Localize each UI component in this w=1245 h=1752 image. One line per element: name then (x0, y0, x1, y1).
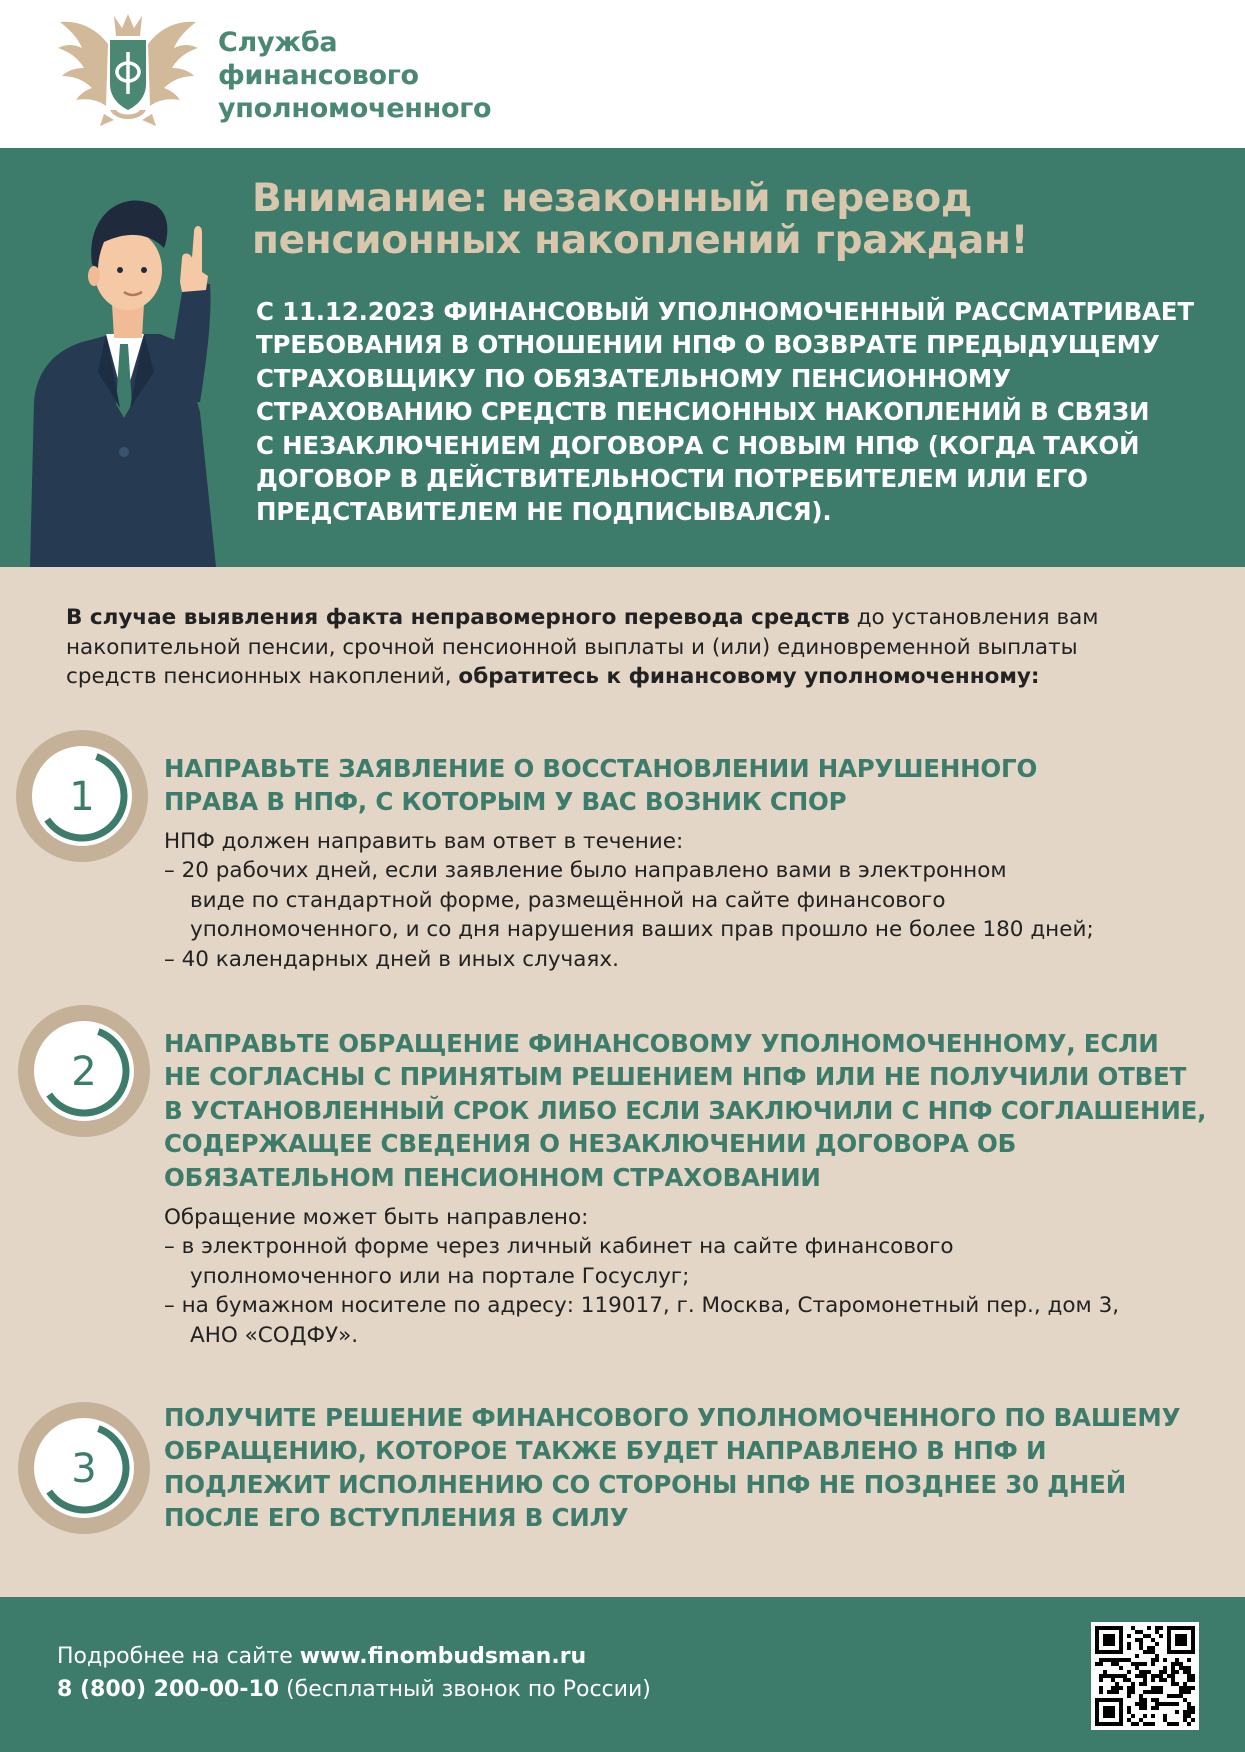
step-body-line: АНО «СОДФУ». (190, 1322, 359, 1348)
intro-line (66, 603, 1206, 633)
qr-code-icon[interactable] (1091, 1622, 1199, 1730)
step-body-line: – 20 рабочих дней, если заявление было направлено вами в электронном (164, 858, 1007, 884)
step-2-description (164, 1203, 1119, 1350)
step-title-line: НАПРАВЬТЕ ОБРАЩЕНИЕ ФИНАНСОВОМУ УПОЛНОМОЧЕННОМУ, ЕСЛИ (164, 1029, 1159, 1058)
step-body-line: уполномоченного, и со дня нарушения ваших прав прошло не более 180 дней; (190, 917, 1094, 943)
step-title-line: ОБРАЩЕНИЮ, КОТОРОЕ ТАКЖЕ БУДЕТ НАПРАВЛЕНО В НПФ И (164, 1436, 1047, 1466)
hero-text-line: ДОГОВОР В ДЕЙСТВИТЕЛЬНОСТИ ПОТРЕБИТЕЛЕМ ИЛИ ЕГО (256, 464, 1088, 494)
hero-text-line: СТРАХОВАНИЮ СРЕДСТВ ПЕНСИОННЫХ НАКОПЛЕНИЙ В СВЯЗИ (256, 397, 1150, 427)
intro-bold-text: обратитесь к финансовому уполномоченному: (458, 664, 1040, 690)
step-title-line: ОБЯЗАТЕЛЬНОМ ПЕНСИОННОМ СТРАХОВАНИИ (164, 1162, 821, 1192)
intro-paragraph (66, 603, 1206, 692)
logo-line: финансового (218, 60, 419, 91)
step-body-line: уполномоченного или на портале Госуслуг; (190, 1263, 690, 1289)
step-number: 1 (69, 774, 95, 820)
step-body-line: – в электронной форме через личный кабинет на сайте финансового (164, 1234, 954, 1260)
step-2-title (164, 1027, 1206, 1194)
step-1-number-badge (14, 728, 150, 864)
footer (0, 1597, 1245, 1752)
intro-line: накопительной пенсии, срочной пенсионной выплаты и (или) единовременной выплаты (66, 634, 1078, 660)
step-1-description (164, 827, 1094, 974)
step-title-line: ПОСЛЕ ЕГО ВСТУПЛЕНИЯ В СИЛУ (164, 1503, 629, 1533)
step-title-line: НАПРАВЬТЕ ЗАЯВЛЕНИЕ О ВОССТАНОВЛЕНИИ НАРУШЕННОГО (164, 754, 1038, 783)
hero-text-line: С 11.12.2023 ФИНАНСОВЫЙ УПОЛНОМОЧЕННЫЙ РАССМАТРИВАЕТ (256, 297, 1194, 326)
logo-line: Служба (218, 27, 338, 58)
hero-text-line: С НЕЗАКЛЮЧЕНИЕМ ДОГОВОРА С НОВЫМ НПФ (КОГДА ТАКОЙ (256, 430, 1140, 460)
hero-text-line: СТРАХОВЩИКУ ПО ОБЯЗАТЕЛЬНОМУ ПЕНСИОННОМУ (256, 363, 1011, 393)
hero-text-line: ТРЕБОВАНИЯ В ОТНОШЕНИИ НПФ О ВОЗВРАТЕ ПРЕДЫДУЩЕМУ (256, 330, 1160, 360)
step-title-line: ПРАВА В НПФ, С КОТОРЫМ У ВАС ВОЗНИК СПОР (164, 787, 847, 817)
hero-text-line: ПРЕДСТАВИТЕЛЕМ НЕ ПОДПИСЫВАЛСЯ). (256, 497, 832, 527)
step-title-line: ПОДЛЕЖИТ ИСПОЛНЕНИЮ СО СТОРОНЫ НПФ НЕ ПОЗДНЕЕ 30 ДНЕЙ (164, 1469, 1126, 1499)
organization-logo-text (218, 26, 491, 125)
hero-title (252, 178, 1212, 262)
website-line (57, 1642, 586, 1672)
step-body-line: – 40 календарных дней в иных случаях. (164, 946, 619, 972)
hero-banner (0, 148, 1245, 567)
phone-line (57, 1675, 651, 1705)
step-number: 3 (71, 1446, 97, 1492)
step-body-line: НПФ должен направить вам ответ в течение: (164, 829, 684, 854)
logo-line: уполномоченного (218, 93, 492, 124)
intro-text: средств пенсионных накоплений, (66, 664, 459, 690)
businessman-illustration (20, 172, 230, 567)
step-number: 2 (71, 1049, 97, 1095)
step-body-line: – на бумажном носителе по адресу: 119017, г. Москва, Старомонетный пер., дом 3, (164, 1293, 1120, 1319)
hero-title-line: пенсионных накоплений граждан! (252, 218, 1029, 263)
step-1-title (164, 752, 1037, 819)
step-title-line: В УСТАНОВЛЕННЫЙ СРОК ЛИБО ЕСЛИ ЗАКЛЮЧИЛИ С НПФ СОГЛАШЕНИЕ, (164, 1095, 1207, 1125)
step-3-number-badge (16, 1400, 152, 1536)
website-prefix: Подробнее на сайте (57, 1644, 300, 1669)
intro-line (66, 662, 1206, 692)
header (0, 0, 1245, 148)
step-body-line: виде по стандартной форме, размещённой на сайте финансового (190, 887, 946, 913)
phone-note: (бесплатный звонок по России) (279, 1677, 651, 1702)
step-body-line: Обращение может быть направлено: (164, 1205, 589, 1230)
intro-bold-text: В случае выявления факта неправомерного перевода средств (66, 605, 850, 630)
step-2-number-badge (16, 1003, 152, 1139)
step-title-line: НЕ СОГЛАСНЫ С ПРИНЯТЫМ РЕШЕНИЕМ НПФ ИЛИ НЕ ПОЛУЧИЛИ ОТВЕТ (164, 1062, 1187, 1092)
step-title-line: СОДЕРЖАЩЕЕ СВЕДЕНИЯ О НЕЗАКЛЮЧЕНИИ ДОГОВОРА ОБ (164, 1129, 1017, 1159)
hero-announcement-text (256, 295, 1216, 529)
step-3-title (164, 1401, 1180, 1535)
website-link[interactable]: www.finombudsman.ru (299, 1644, 587, 1669)
intro-text: до установления вам (849, 605, 1099, 630)
hero-title-line: Внимание: незаконный перевод (252, 176, 973, 221)
double-headed-eagle-emblem-icon (56, 10, 200, 130)
step-title-line: ПОЛУЧИТЕ РЕШЕНИЕ ФИНАНСОВОГО УПОЛНОМОЧЕННОГО ПО ВАШЕМУ (164, 1403, 1181, 1432)
phone-number[interactable]: 8 (800) 200-00-10 (57, 1677, 280, 1702)
